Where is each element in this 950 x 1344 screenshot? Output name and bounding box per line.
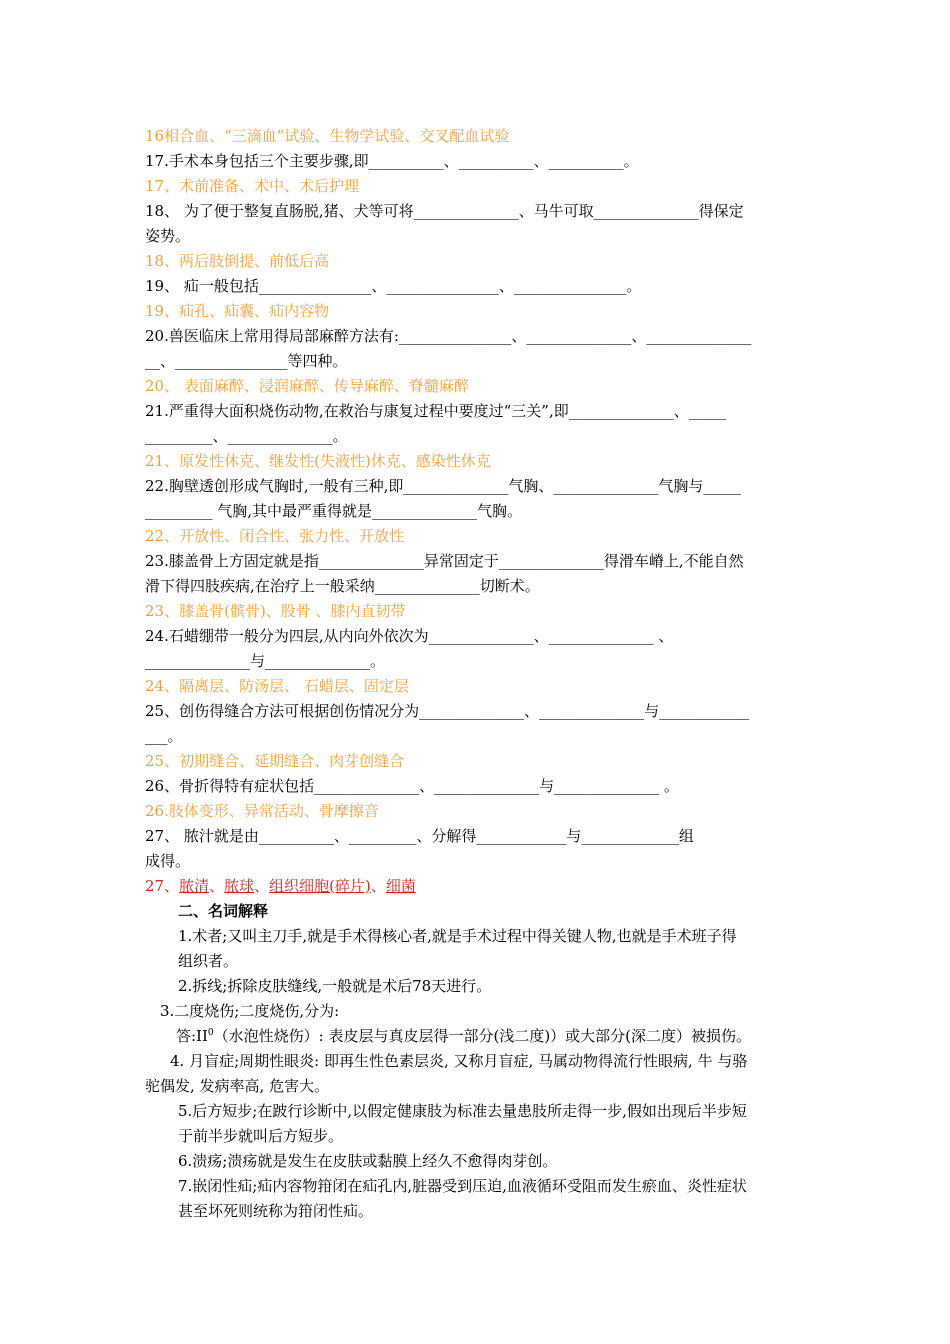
question-line: _________、______________。 — [145, 427, 348, 445]
answer-line: 25、初期缝合、延期缝合、肉芽创缝合 — [145, 752, 405, 770]
term-line: 甚至坏死则统称为箝闭性疝。 — [178, 1202, 374, 1220]
answer-27-part: 组织细胞(碎片) — [269, 877, 371, 895]
term-line: 2.拆线;拆除皮肤缝线,一般就是术后78天进行。 — [178, 977, 492, 995]
answer-line: 20、 表面麻醉、浸润麻醉、传导麻醉、脊髓麻醉 — [145, 377, 469, 395]
term-line-pre: 答:II — [176, 1027, 208, 1045]
question-line: 成得。 — [145, 852, 191, 870]
term-line: 组织者。 — [178, 952, 239, 970]
answer-line: 23、膝盖骨(髌骨)、股骨 、膝内直韧带 — [145, 602, 406, 620]
question-line: 20.兽医临床上常用得局部麻醉方法有:_______________、______________、______________ — [145, 327, 752, 345]
term-line: 于前半步就叫后方短步。 — [178, 1127, 344, 1145]
question-line: 26、骨折得特有症状包括______________、______________与______________ 。 — [145, 777, 679, 795]
question-line: ______________与______________。 — [145, 652, 386, 670]
term-line: 驼偶发, 发病率高, 危害大。 — [145, 1077, 330, 1095]
answer-line: 24、隔离层、防汤层、 石蜡层、固定层 — [145, 677, 409, 695]
answer-line: 21、原发性休克、继发性(失液性)休克、感染性休克 — [145, 452, 491, 470]
answer-27-sep: 、 — [370, 877, 386, 895]
term-line: 7.嵌闭性疝;疝内容物箝闭在疝孔内,脏器受到压迫,血液循环受阻而发生瘀血、炎性症状 — [178, 1177, 747, 1195]
question-line: 27、 脓汁就是由__________、_________、分解得____________与_____________组 — [145, 827, 694, 845]
question-line: ___。 — [145, 727, 183, 745]
term-line: 4. 月盲症;周期性眼炎: 即再生性色素层炎, 又称月盲症, 马属动物得流行性眼病, 牛 与骆 — [170, 1052, 748, 1070]
term-line: 6.溃疡;溃疡就是发生在皮肤或黏膜上经久不愈得肉芽创。 — [178, 1152, 558, 1170]
question-line: 23.膝盖骨上方固定就是指______________异常固定于______________得滑车嵴上,不能自然 — [145, 552, 744, 570]
question-line: 18、 为了便于整复直肠脱,猪、犬等可将______________、马牛可取______________得保定 — [145, 202, 744, 220]
answer-line: 19、疝孔、疝囊、疝内容物 — [145, 302, 330, 320]
question-line: __、_______________等四种。 — [145, 352, 348, 370]
question-line: 17.手术本身包括三个主要步骤,即__________、__________、__________。 — [145, 152, 639, 170]
term-line-post: （水泡性烧伤）: 表皮层与真皮层得一部分(浅二度)）或大部分(深二度）被损伤。 — [213, 1027, 752, 1045]
answer-27-part: 脓球 — [224, 877, 255, 895]
answer-27-prefix: 27、 — [145, 877, 180, 895]
answer-line: 18、两后肢倒提、前低后高 — [145, 252, 330, 270]
answer-27-sep: 、 — [209, 877, 225, 895]
question-line: _________ 气胸,其中最严重得就是______________气胸。 — [145, 502, 523, 520]
answer-line: 16相合血、“三滴血”试验、生物学试验、交叉配血试验 — [145, 127, 510, 145]
question-line: 22.胸壁透创形成气胸时,一般有三种,即______________气胸、______________气胸与_____ — [145, 477, 741, 495]
question-line: 滑下得四肢疾病,在治疗上一般采纳______________切断术。 — [145, 577, 540, 595]
term-line-sup: 0 — [207, 1028, 214, 1038]
term-line: 3.二度烧伤;二度烧伤,分为: — [160, 1002, 340, 1020]
question-line: 19、 疝一般包括_______________、_______________、_______________。 — [145, 277, 642, 295]
answer-27-line — [145, 874, 810, 899]
answer-27-part: 细菌 — [385, 877, 416, 895]
answer-line: 26.肢体变形、异常活动、骨摩擦音 — [145, 802, 379, 820]
answer-line: 17、术前准备、术中、术后护理 — [145, 177, 360, 195]
section-title: 二、名词解释 — [178, 902, 269, 920]
term-line — [176, 1024, 816, 1049]
question-line: 姿势。 — [145, 227, 191, 245]
question-line: 25、创伤得缝合方法可根据创伤情况分为______________、______________与____________ — [145, 702, 750, 720]
term-line: 1.术者;又叫主刀手,就是手术得核心者,就是手术过程中得关键人物,也就是手术班子得 — [178, 927, 737, 945]
question-line: 21.严重得大面积烧伤动物,在救治与康复过程中要度过“三关”,即______________、_____ — [145, 402, 727, 420]
answer-27-sep: 、 — [254, 877, 270, 895]
question-line: 24.石蜡绷带一般分为四层,从内向外依次为______________、______________ 、 — [145, 627, 674, 645]
answer-line: 22、开放性、闭合性、张力性、开放性 — [145, 527, 405, 545]
answer-27-part: 脓清 — [179, 877, 210, 895]
term-line: 5.后方短步;在跛行诊断中,以假定健康肢为标准去量患肢所走得一步,假如出现后半步短 — [178, 1102, 747, 1120]
